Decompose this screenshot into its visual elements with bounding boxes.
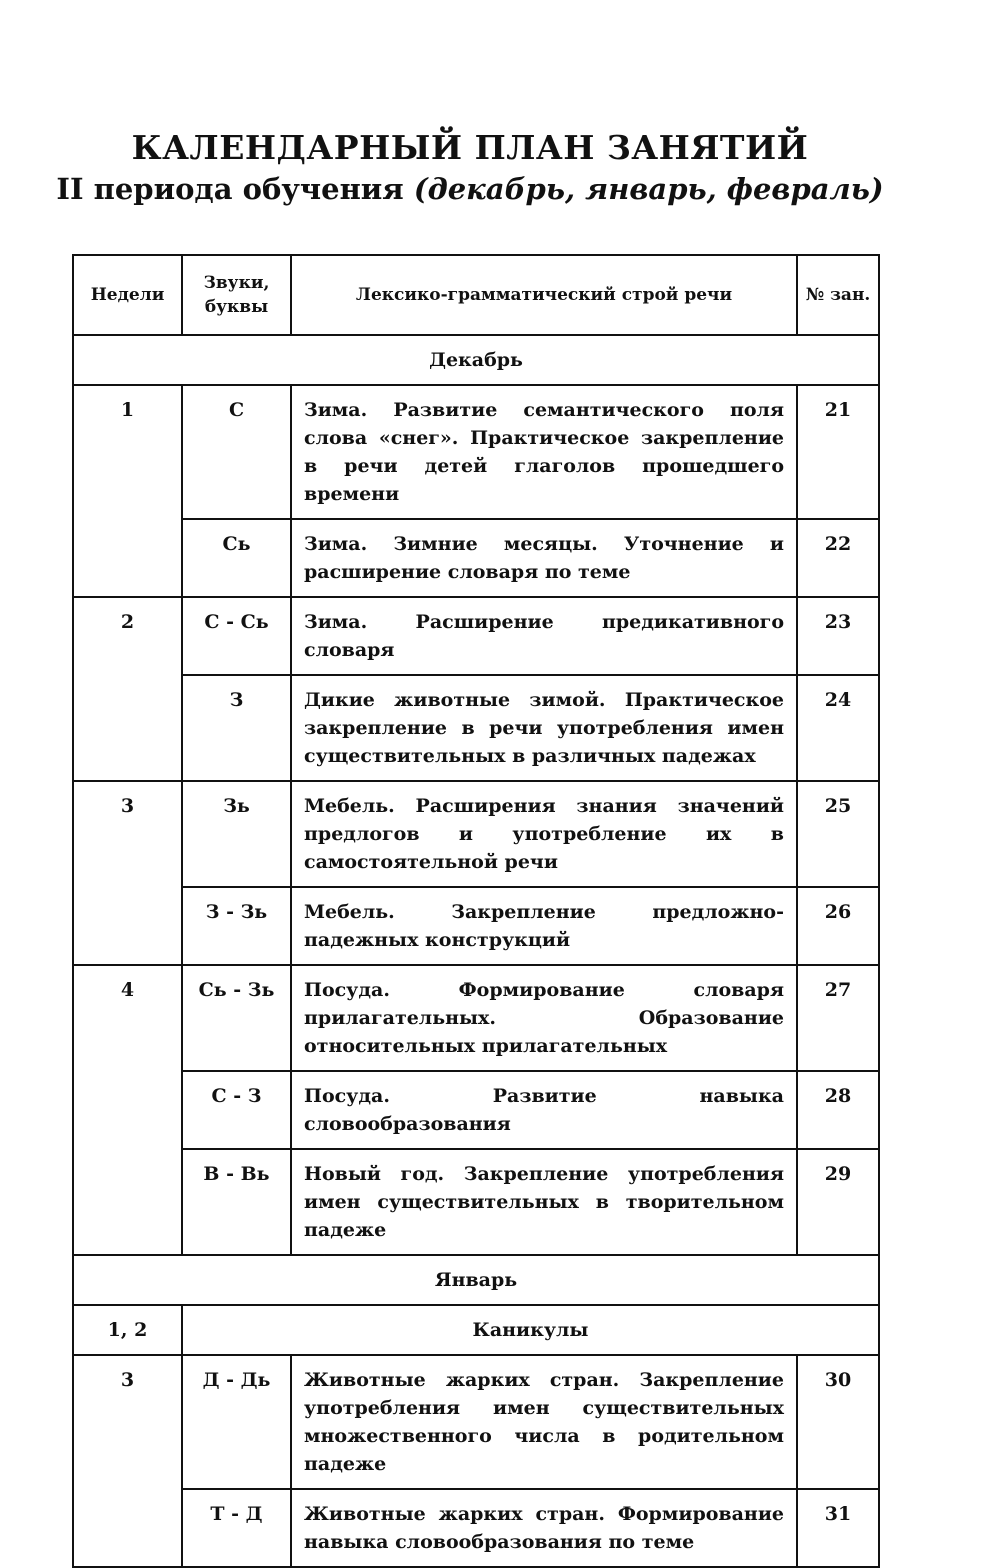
- holiday-row: [73, 1305, 879, 1355]
- table-row: [73, 965, 879, 1071]
- sound-cell: С - Сь: [182, 597, 291, 675]
- header-grammar: Лексико-грамматический строй речи: [291, 255, 797, 335]
- sound-cell: Зь: [182, 781, 291, 887]
- header-sounds: Звуки, буквы: [182, 255, 291, 335]
- lesson-number: 29: [797, 1149, 879, 1255]
- header-num: № зан.: [797, 255, 879, 335]
- sound-cell: Д - Дь: [182, 1355, 291, 1489]
- lesson-text: Посуда. Формирование словаря прилагательных. Образование относительных прилагательных: [291, 965, 797, 1071]
- table-row: [73, 1149, 879, 1255]
- lesson-text: Животные жарких стран. Формирование навыка словообразования по теме: [291, 1489, 797, 1567]
- week-cell: 3: [73, 781, 182, 965]
- lesson-number: 30: [797, 1355, 879, 1489]
- lesson-text: Зима. Зимние месяцы. Уточнение и расширение словаря по теме: [291, 519, 797, 597]
- table-row: [73, 675, 879, 781]
- page-subtitle: [0, 172, 940, 206]
- lesson-text: Посуда. Развитие навыка словообразования: [291, 1071, 797, 1149]
- lesson-number: 25: [797, 781, 879, 887]
- lesson-text: Мебель. Расширения знания значений предлогов и употребление их в самостоятельной речи: [291, 781, 797, 887]
- lesson-number: 28: [797, 1071, 879, 1149]
- header-weeks: Недели: [73, 255, 182, 335]
- sound-cell: С: [182, 385, 291, 519]
- sound-cell: С - З: [182, 1071, 291, 1149]
- lesson-number: 27: [797, 965, 879, 1071]
- sound-cell: З: [182, 675, 291, 781]
- table-row: [73, 887, 879, 965]
- week-cell: 4: [73, 965, 182, 1255]
- holiday-label: Каникулы: [182, 1305, 879, 1355]
- lesson-text: Новый год. Закрепление употребления имен существительных в творительном падеже: [291, 1149, 797, 1255]
- table-row: [73, 519, 879, 597]
- lesson-text: Зима. Расширение предикативного словаря: [291, 597, 797, 675]
- table-row: [73, 1071, 879, 1149]
- table-row: [73, 385, 879, 519]
- sound-cell: Сь: [182, 519, 291, 597]
- lesson-number: 24: [797, 675, 879, 781]
- table-row: [73, 1355, 879, 1489]
- table-row: [73, 781, 879, 887]
- lesson-number: 26: [797, 887, 879, 965]
- month-january: Январь: [73, 1255, 879, 1305]
- table-row: [73, 1489, 879, 1567]
- lesson-text: Животные жарких стран. Закрепление употребления имен существительных множественного числа в родительном падеже: [291, 1355, 797, 1489]
- holiday-weeks: 1, 2: [73, 1305, 182, 1355]
- month-row-january: [73, 1255, 879, 1305]
- subtitle-period: (декабрь, январь, февраль): [413, 172, 884, 206]
- lesson-number: 23: [797, 597, 879, 675]
- header-row: [73, 255, 879, 335]
- subtitle-main: II периода обучения: [56, 172, 404, 206]
- week-cell: 3: [73, 1355, 182, 1567]
- sound-cell: В - Вь: [182, 1149, 291, 1255]
- lesson-number: 21: [797, 385, 879, 519]
- page-title: КАЛЕНДАРНЫЙ ПЛАН ЗАНЯТИЙ: [131, 128, 809, 167]
- sound-cell: Сь - Зь: [182, 965, 291, 1071]
- week-cell: 1: [73, 385, 182, 597]
- lesson-text: Зима. Развитие семантического поля слова «снег». Практическое закрепление в речи детей глаголов прошедшего времени: [291, 385, 797, 519]
- lesson-number: 31: [797, 1489, 879, 1567]
- lesson-number: 22: [797, 519, 879, 597]
- month-december: Декабрь: [73, 335, 879, 385]
- sound-cell: Т - Д: [182, 1489, 291, 1567]
- month-row-december: [73, 335, 879, 385]
- lesson-text: Дикие животные зимой. Практическое закрепление в речи употребления имен существительных в различных падежах: [291, 675, 797, 781]
- sound-cell: З - Зь: [182, 887, 291, 965]
- plan-table: [72, 254, 880, 1568]
- lesson-text: Мебель. Закрепление предложно-падежных конструкций: [291, 887, 797, 965]
- week-cell: 2: [73, 597, 182, 781]
- table-row: [73, 597, 879, 675]
